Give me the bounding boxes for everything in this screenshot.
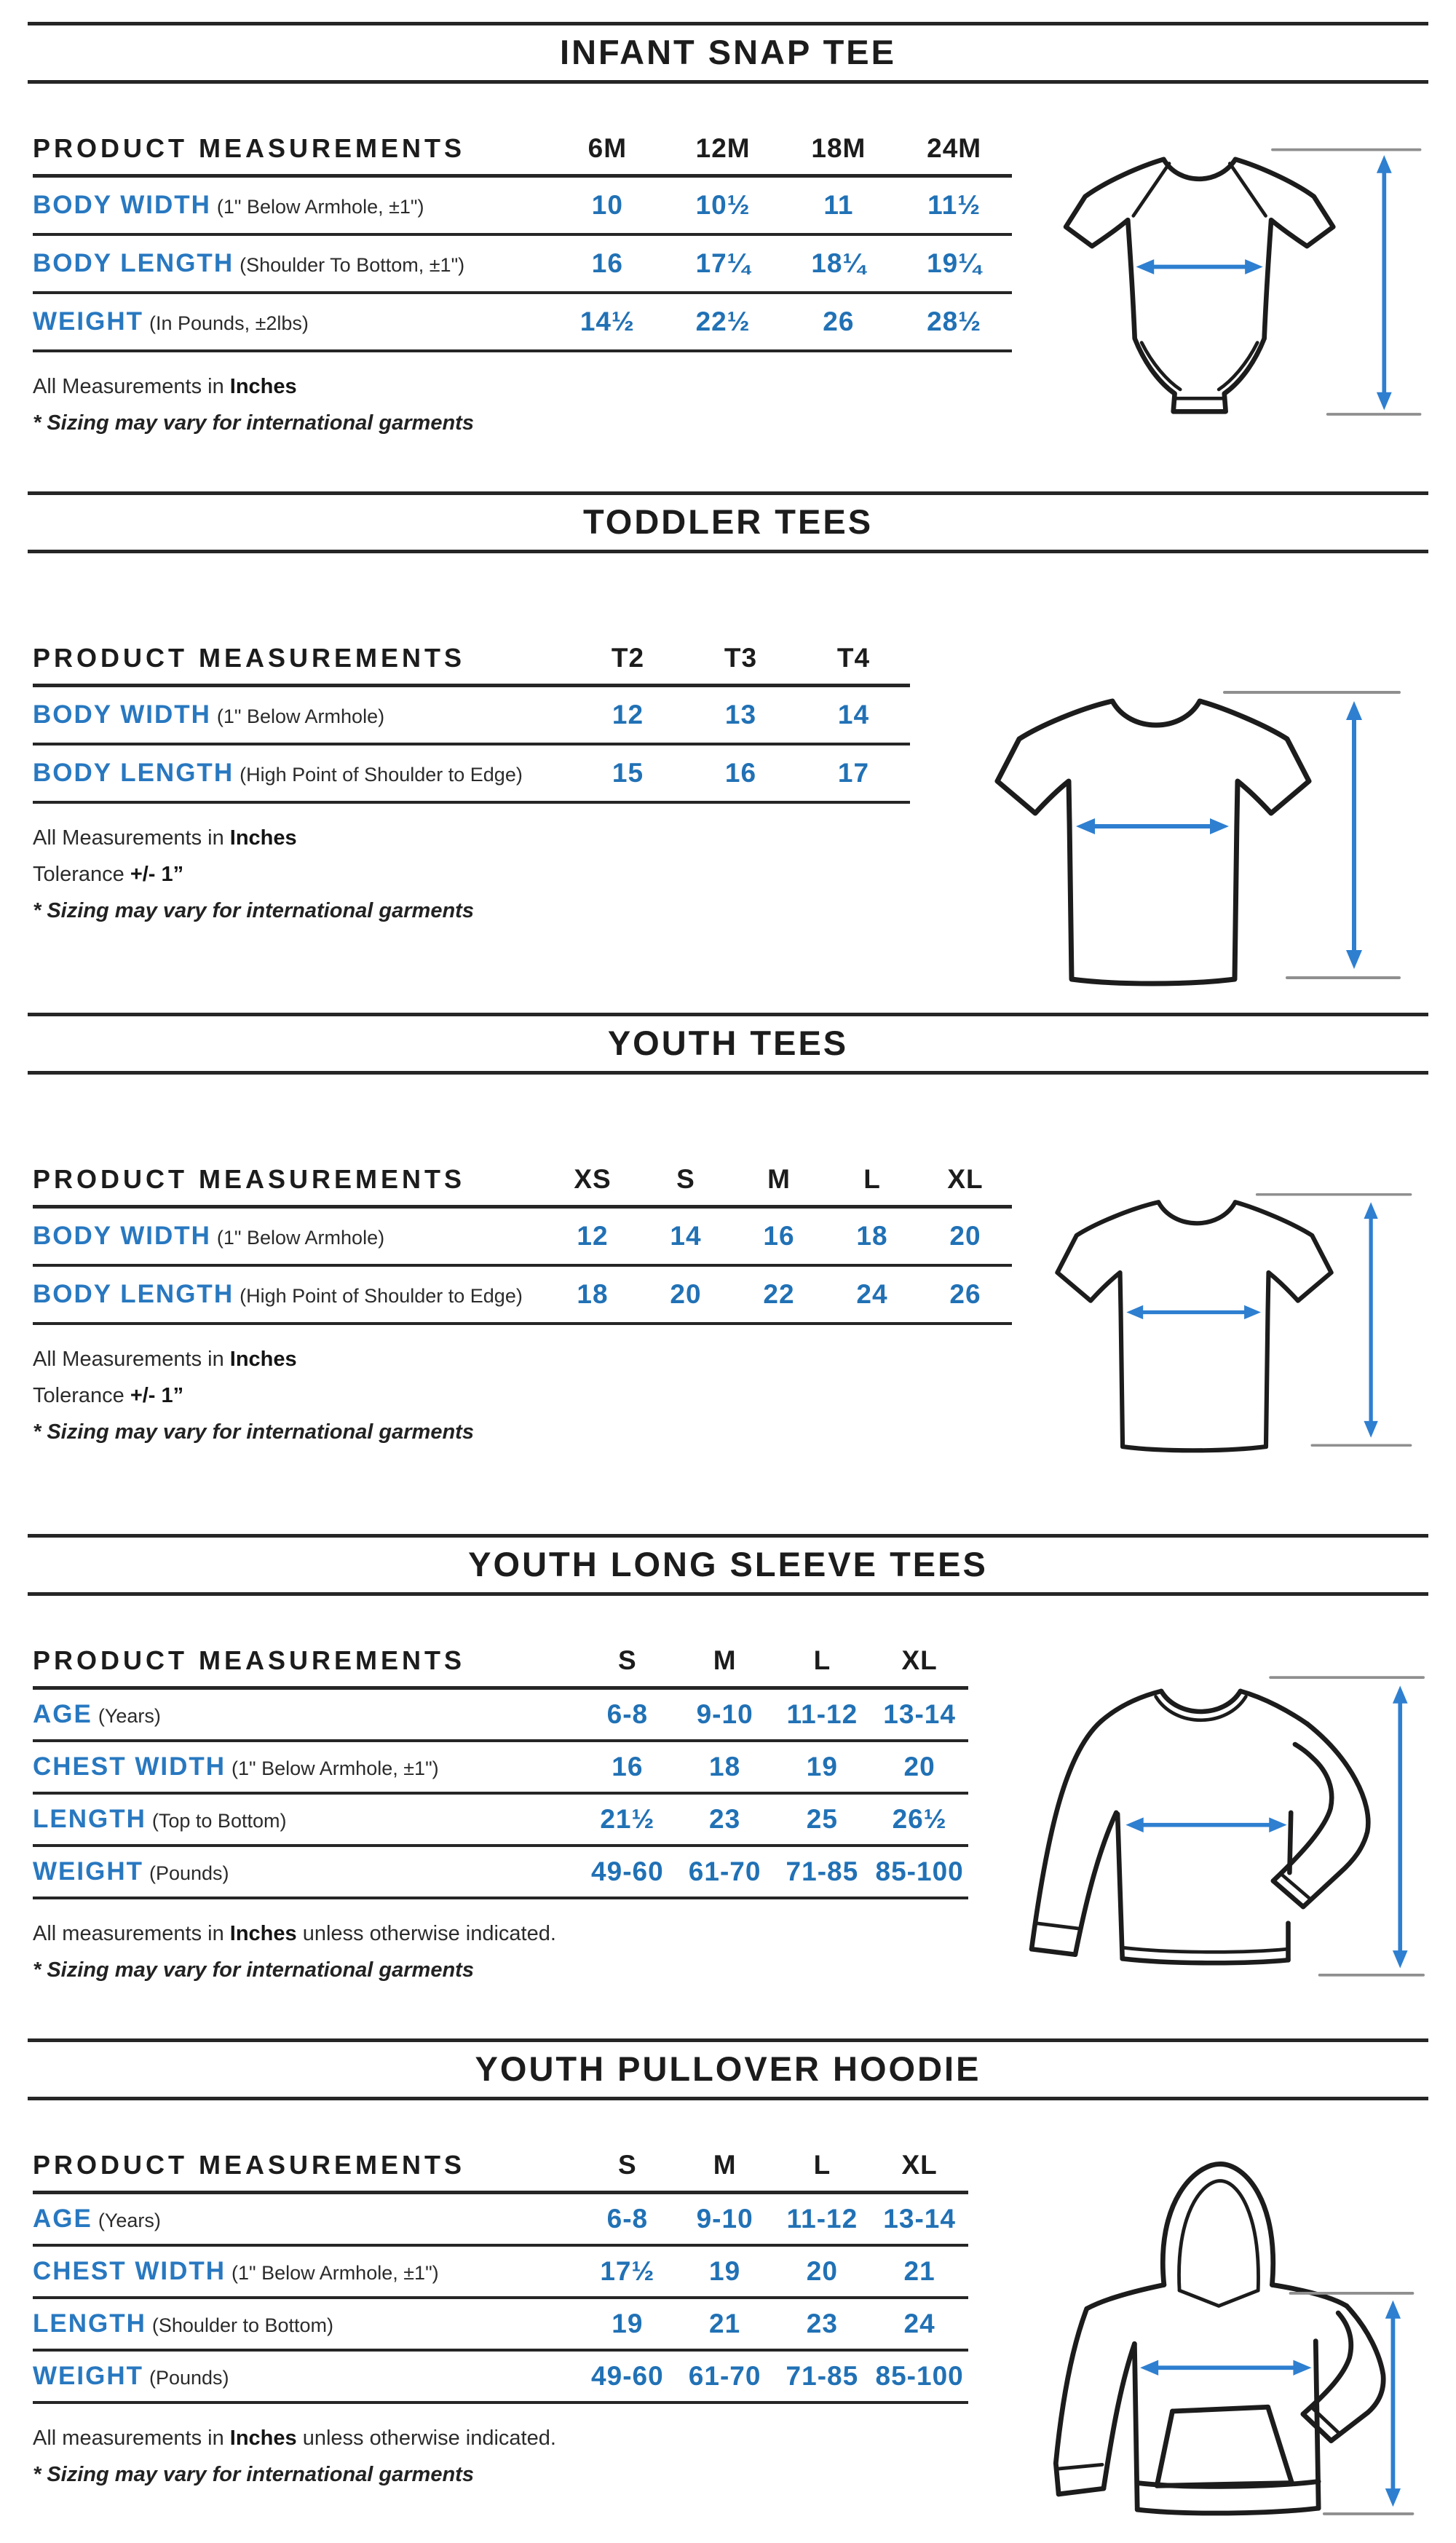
section-title: YOUTH LONG SLEEVE TEES: [468, 1545, 988, 1583]
row-note: (Pounds): [149, 2366, 229, 2389]
table-row: [33, 2298, 968, 2350]
table-header-label: PRODUCT MEASUREMENTS: [33, 1158, 546, 1207]
table-row: [33, 744, 910, 802]
size-column-header: M: [676, 1640, 774, 1688]
size-column-header: S: [579, 1640, 676, 1688]
section-title: YOUTH TEES: [607, 1024, 849, 1062]
cell-value: 17¼: [665, 234, 781, 293]
row-note: (Years): [98, 2209, 161, 2231]
size-column-header: XL: [919, 1158, 1012, 1207]
cell-value: 61-70: [676, 2350, 774, 2402]
row-note: (1" Below Armhole, ±1"): [232, 2261, 439, 2284]
table-row: [33, 686, 910, 744]
hem-inner: [1124, 1947, 1287, 1952]
row-label: BODY WIDTH: [33, 700, 211, 729]
size-column-header: 18M: [781, 127, 897, 176]
table-header-row: [33, 2144, 968, 2193]
left-cuff-end: [1059, 2488, 1104, 2494]
section-content: [0, 1158, 1456, 1534]
section-youth-long-sleeve-tees: [0, 1534, 1456, 2038]
size-column-header: L: [826, 1158, 919, 1207]
cell-value: 11: [781, 176, 897, 234]
row-note: (1" Below Armhole, ±1"): [232, 1757, 439, 1779]
section-title-band: [28, 491, 1428, 553]
section-youth-pullover-hoodie: [0, 2038, 1456, 2543]
row-label: CHEST WIDTH: [33, 2256, 226, 2285]
youth-pullover-hoodie-illustration: [1018, 2153, 1425, 2532]
row-note: (High Point of Shoulder to Edge): [240, 1284, 523, 1307]
size-column-header: S: [579, 2144, 676, 2193]
right-cuff-end: [1273, 1881, 1303, 1907]
cell-value: 21: [676, 2298, 774, 2350]
footnote-sizing: * Sizing may vary for international garments: [33, 1958, 474, 1982]
length-arrow: [1346, 701, 1362, 969]
cell-value: 24: [826, 1265, 919, 1324]
footnote-sizing: * Sizing may vary for international garments: [33, 898, 474, 922]
cell-value: 10: [550, 176, 665, 234]
table-header-label: PRODUCT MEASUREMENTS: [33, 127, 550, 176]
tee-outline: [997, 701, 1309, 984]
footnote-sizing: * Sizing may vary for international garments: [33, 411, 474, 435]
table-row: [33, 1846, 968, 1898]
cell-value: 21½: [579, 1793, 676, 1846]
right-cuff-line: [1283, 1875, 1311, 1900]
table-row: [33, 1265, 1012, 1324]
size-column-header: XS: [546, 1158, 639, 1207]
cell-value: 28½: [896, 293, 1012, 351]
length-arrow: [1377, 155, 1392, 410]
size-column-header: XL: [871, 1640, 968, 1688]
cell-value: 49-60: [579, 1846, 676, 1898]
footnote-measurements: All Measurements in Inches: [33, 1347, 297, 1371]
body-left-side: [1117, 1814, 1123, 1959]
table-header-row: [33, 1158, 1012, 1207]
left-cuff-line: [1057, 2464, 1102, 2469]
table-header-label: PRODUCT MEASUREMENTS: [33, 2144, 579, 2193]
size-column-header: T3: [684, 637, 797, 686]
onesie-outline: [1066, 159, 1333, 411]
table-row: [33, 234, 1012, 293]
cell-value: 17½: [579, 2245, 676, 2298]
hood-collar-v-left: [1179, 2290, 1219, 2306]
row-label: BODY WIDTH: [33, 1221, 211, 1250]
size-column-header: L: [774, 1640, 871, 1688]
cell-value: 26: [919, 1265, 1012, 1324]
section-title: YOUTH PULLOVER HOODIE: [475, 2049, 981, 2088]
table-row: [33, 1741, 968, 1793]
cell-value: 13: [684, 686, 797, 744]
row-label: WEIGHT: [33, 1856, 143, 1886]
footnote-measurements: All Measurements in Inches: [33, 826, 297, 850]
cell-value: 9-10: [676, 2193, 774, 2245]
footnote-sizing: * Sizing may vary for international garments: [33, 1420, 474, 1444]
table-header-row: [33, 127, 1012, 176]
table-header-row: [33, 1640, 968, 1688]
cell-value: 17: [797, 744, 910, 802]
cell-value: 12: [571, 686, 684, 744]
left-cuff-line: [1036, 1923, 1080, 1929]
table-header-label: PRODUCT MEASUREMENTS: [33, 1640, 579, 1688]
right-shoulder: [1241, 1691, 1307, 1724]
section-title-band: [28, 22, 1428, 84]
cell-value: 18: [826, 1207, 919, 1265]
size-column-header: T2: [571, 637, 684, 686]
table-row: [33, 1793, 968, 1846]
cell-value: 85-100: [871, 1846, 968, 1898]
cell-value: 16: [732, 1207, 826, 1265]
right-sleeve-inner: [1303, 2313, 1351, 2414]
row-note: (1" Below Armhole): [216, 1226, 385, 1249]
cell-value: 49-60: [579, 2350, 676, 2402]
cell-value: 19: [774, 1741, 871, 1793]
cell-value: 6-8: [579, 2193, 676, 2245]
cell-value: 61-70: [676, 1846, 774, 1898]
width-arrow: [1125, 1817, 1286, 1832]
left-cuff-end: [1032, 1949, 1075, 1955]
row-note: (Top to Bottom): [151, 1809, 287, 1832]
measurements-table: [33, 637, 910, 804]
section-title: TODDLER TEES: [582, 502, 874, 541]
length-arrow: [1393, 1685, 1408, 1968]
footnote-measurements: All measurements in Inches unless otherwise indicated.: [33, 1921, 556, 1945]
cell-value: 22½: [665, 293, 781, 351]
row-label: AGE: [33, 2204, 92, 2233]
cell-value: 16: [684, 744, 797, 802]
cell-value: 14½: [550, 293, 665, 351]
measurements-table: [33, 1640, 968, 1899]
cell-value: 12: [546, 1207, 639, 1265]
cell-value: 9-10: [676, 1688, 774, 1741]
cell-value: 15: [571, 744, 684, 802]
row-label: WEIGHT: [33, 306, 143, 336]
cell-value: 16: [579, 1741, 676, 1793]
row-label: BODY WIDTH: [33, 190, 211, 219]
section-title-band: [28, 1534, 1428, 1596]
cell-value: 26: [781, 293, 897, 351]
measurements-table: [33, 1158, 1012, 1325]
cell-value: 24: [871, 2298, 968, 2350]
section-title-band: [28, 1013, 1428, 1075]
row-label: LENGTH: [33, 1804, 146, 1833]
pocket-bottom: [1157, 2483, 1291, 2485]
width-arrow: [1140, 2360, 1311, 2376]
cell-value: 11-12: [774, 1688, 871, 1741]
row-note: (1" Below Armhole, ±1"): [216, 195, 424, 218]
left-sleeve-inner: [1075, 1813, 1116, 1955]
size-column-header: M: [676, 2144, 774, 2193]
width-arrow: [1076, 818, 1229, 834]
section-title-band: [28, 2038, 1428, 2100]
left-shoulder: [1087, 2285, 1164, 2309]
footnote-tolerance: Tolerance +/- 1”: [33, 862, 184, 886]
right-shoulder: [1272, 2285, 1346, 2306]
table-row: [33, 2350, 968, 2402]
row-label: AGE: [33, 1699, 92, 1728]
length-arrow: [1364, 1202, 1377, 1437]
size-column-header: L: [774, 2144, 871, 2193]
cell-value: 19: [676, 2245, 774, 2298]
row-note: (In Pounds, ±2lbs): [149, 312, 309, 334]
section-content: [0, 2144, 1456, 2543]
row-label: WEIGHT: [33, 2361, 143, 2390]
row-note: (Pounds): [149, 1862, 229, 1884]
cell-value: 19: [579, 2298, 676, 2350]
cell-value: 18¼: [781, 234, 897, 293]
cell-value: 71-85: [774, 1846, 871, 1898]
size-column-header: 6M: [550, 127, 665, 176]
size-column-header: M: [732, 1158, 826, 1207]
section-content: [0, 637, 1456, 1013]
cell-value: 25: [774, 1793, 871, 1846]
cell-value: 11½: [896, 176, 1012, 234]
table-row: [33, 2193, 968, 2245]
size-column-header: S: [639, 1158, 732, 1207]
cell-value: 18: [676, 1741, 774, 1793]
pocket-right: [1268, 2407, 1292, 2483]
cell-value: 21: [871, 2245, 968, 2298]
left-sleeve-inner: [1104, 2344, 1134, 2488]
row-note: (High Point of Shoulder to Edge): [240, 763, 523, 786]
footnote-tolerance: Tolerance +/- 1”: [33, 1383, 184, 1407]
size-column-header: 12M: [665, 127, 781, 176]
table-row: [33, 2245, 968, 2298]
raglan-seam-right: [1230, 164, 1265, 216]
right-sleeve-inner: [1273, 1744, 1332, 1881]
size-column-header: 24M: [896, 127, 1012, 176]
toddler-tee-illustration: [970, 671, 1421, 1000]
section-infant-snap-tee: [0, 22, 1456, 491]
row-label: BODY LENGTH: [33, 758, 234, 787]
width-arrow: [1126, 1305, 1261, 1319]
pocket-left: [1157, 2411, 1172, 2485]
footnote-sizing: * Sizing may vary for international garments: [33, 2462, 474, 2486]
cell-value: 13-14: [871, 1688, 968, 1741]
cell-value: 16: [550, 234, 665, 293]
cell-value: 10½: [665, 176, 781, 234]
cell-value: 20: [871, 1741, 968, 1793]
cell-value: 14: [797, 686, 910, 744]
section-toddler-tees: [0, 491, 1456, 1013]
left-shoulder: [1101, 1691, 1162, 1721]
footnote-measurements: All Measurements in Inches: [33, 374, 297, 398]
left-sleeve-outer: [1032, 1721, 1101, 1949]
cell-value: 11-12: [774, 2193, 871, 2245]
table-row: [33, 1207, 1012, 1265]
cell-value: 23: [676, 1793, 774, 1846]
youth-long-sleeve-tee-illustration: [999, 1656, 1436, 1997]
section-content: [0, 1640, 1456, 2038]
cell-value: 13-14: [871, 2193, 968, 2245]
row-label: LENGTH: [33, 2309, 146, 2338]
cell-value: 14: [639, 1207, 732, 1265]
width-arrow: [1136, 259, 1263, 274]
section-content: [0, 127, 1456, 491]
cell-value: 22: [732, 1265, 826, 1324]
youth-tee-illustration: [1033, 1160, 1430, 1480]
hem-bottom: [1137, 2508, 1318, 2513]
row-note: (Years): [98, 1704, 161, 1727]
cell-value: 20: [919, 1207, 1012, 1265]
table-row: [33, 293, 1012, 351]
table-header-label: PRODUCT MEASUREMENTS: [33, 637, 571, 686]
cell-value: 71-85: [774, 2350, 871, 2402]
cell-value: 23: [774, 2298, 871, 2350]
row-label: BODY LENGTH: [33, 248, 234, 277]
collar-outer: [1161, 1691, 1241, 1712]
cell-value: 19¼: [896, 234, 1012, 293]
section-youth-tees: [0, 1013, 1456, 1534]
table-row: [33, 1688, 968, 1741]
row-note: (Shoulder To Bottom, ±1"): [240, 253, 465, 276]
section-title: INFANT SNAP TEE: [560, 33, 896, 71]
footnote-measurements: All measurements in Inches unless otherwise indicated.: [33, 2426, 556, 2450]
cell-value: 85-100: [871, 2350, 968, 2402]
table-header-row: [33, 637, 910, 686]
row-label: CHEST WIDTH: [33, 1752, 226, 1781]
hem-outer: [1123, 1958, 1289, 1963]
row-note: (Shoulder to Bottom): [151, 2314, 334, 2336]
infant-onesie-illustration: [1041, 132, 1427, 440]
cell-value: 6-8: [579, 1688, 676, 1741]
hood-collar-v-right: [1219, 2290, 1258, 2306]
cell-value: 26½: [871, 1793, 968, 1846]
size-column-header: XL: [871, 2144, 968, 2193]
cell-value: 20: [639, 1265, 732, 1324]
size-column-header: T4: [797, 637, 910, 686]
cell-value: 20: [774, 2245, 871, 2298]
pocket-top: [1172, 2407, 1267, 2411]
cell-value: 18: [546, 1265, 639, 1324]
row-note: (1" Below Armhole): [216, 705, 385, 727]
row-label: BODY LENGTH: [33, 1279, 234, 1308]
length-arrow: [1385, 2301, 1401, 2507]
table-row: [33, 176, 1012, 234]
measurements-table: [33, 2144, 968, 2404]
right-sleeve-outer: [1303, 1724, 1368, 1907]
hood-inner-left: [1179, 2181, 1259, 2291]
tee-outline: [1057, 1202, 1331, 1450]
measurements-table: [33, 127, 1012, 352]
raglan-seam-left: [1133, 164, 1169, 216]
